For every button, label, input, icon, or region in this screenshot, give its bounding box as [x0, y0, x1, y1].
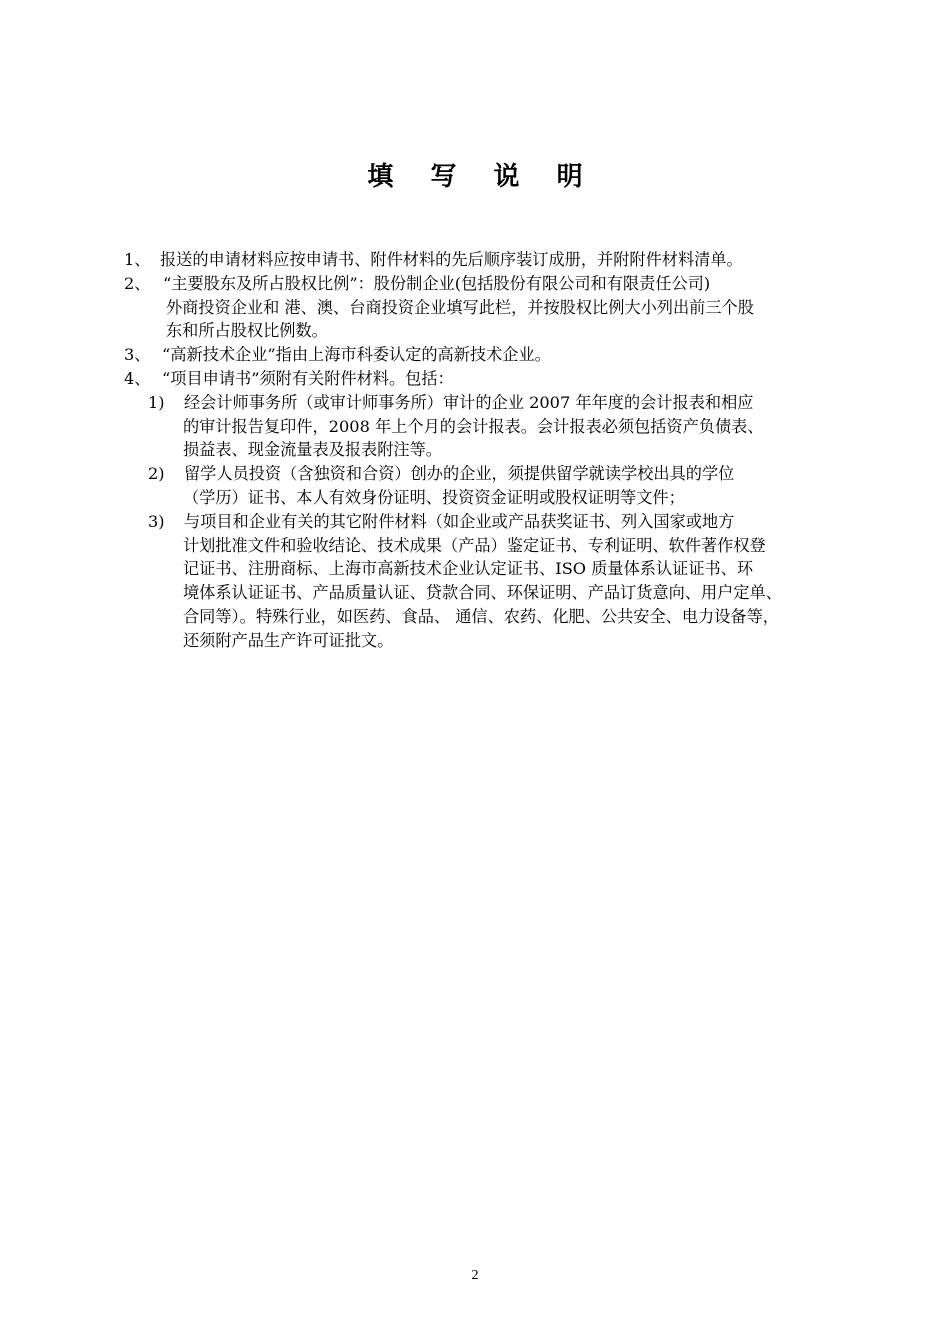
instructions-list — [0, 248, 950, 653]
item-text-line: 外商投资企业和 港、澳、台商投资企业填写此栏，并按股权比例大小列出前三个股 — [166, 297, 754, 317]
sub-item-text-line: （学历）证书、本人有效身份证明、投资资金证明或股权证明等文件； — [183, 487, 685, 507]
sub-item-text-line: 的审计报告复印件，2008 年上个月的会计报表。会计报表必须包括资产负债表、 — [183, 416, 764, 436]
item-text-line: “主要股东及所占股权比例”：股份制企业(包括股份有限公司和有限责任公司) — [163, 273, 711, 293]
sub-item-3 — [0, 510, 950, 653]
sub-item-text-line: 计划批准文件和验收结论、技术成果（产品）鉴定证书、专利证明、软件著作权登 — [183, 535, 766, 555]
sub-item-text-line: 与项目和企业有关的其它附件材料（如企业或产品获奖证书、列入国家或地方 — [184, 511, 735, 531]
instruction-item-4 — [0, 367, 950, 391]
sub-item-text-line: 经会计师事务所（或审计师事务所）审计的企业 2007 年年度的会计报表和相应 — [184, 392, 754, 412]
sub-item-number: 1) — [148, 392, 165, 412]
instruction-item-2 — [0, 272, 950, 343]
sub-item-text-line: 记证书、注册商标、上海市高新技术企业认定证书、ISO 质量体系认证证书、环 — [183, 559, 754, 579]
sub-item-text-line: 还须附产品生产许可证批文。 — [183, 630, 394, 650]
instruction-item-3 — [0, 343, 950, 367]
item-text-line: “项目申请书”须附有关附件材料。包括： — [162, 368, 454, 388]
item-number: 2、 — [124, 273, 151, 293]
sub-item-number: 2) — [148, 464, 165, 484]
sub-item-text-line: 损益表、现金流量表及报表附注等。 — [183, 440, 442, 460]
sub-item-1 — [0, 391, 950, 462]
instruction-item-1 — [0, 248, 950, 272]
item-text-line: 东和所占股权比例数。 — [166, 321, 328, 341]
sub-item-2 — [0, 462, 950, 510]
sub-item-text-line: 境体系认证证书、产品质量认证、贷款合同、环保证明、产品订货意向、用户定单、 — [183, 583, 782, 603]
sub-item-text-line: 留学人员投资（含独资和合资）创办的企业，须提供留学就读学校出具的学位 — [184, 464, 735, 484]
sub-item-number: 3) — [148, 511, 165, 531]
item-number: 1、 — [124, 250, 151, 269]
page-title: 填 写 说 明 — [367, 162, 597, 192]
sub-item-text-line: 合同等）。特殊行业，如医药、食品、 通信、农药、化肥、公共安全、电力设备等， — [183, 606, 779, 626]
item-text-line: 报送的申请材料应按申请书、附件材料的先后顺序装订成册，并附附件材料清单。 — [160, 250, 743, 269]
item-text-line: “高新技术企业”指由上海市科委认定的高新技术企业。 — [162, 345, 551, 365]
item-number: 3、 — [124, 345, 151, 365]
page-number: 2 — [471, 1268, 479, 1283]
item-number: 4、 — [124, 368, 151, 388]
